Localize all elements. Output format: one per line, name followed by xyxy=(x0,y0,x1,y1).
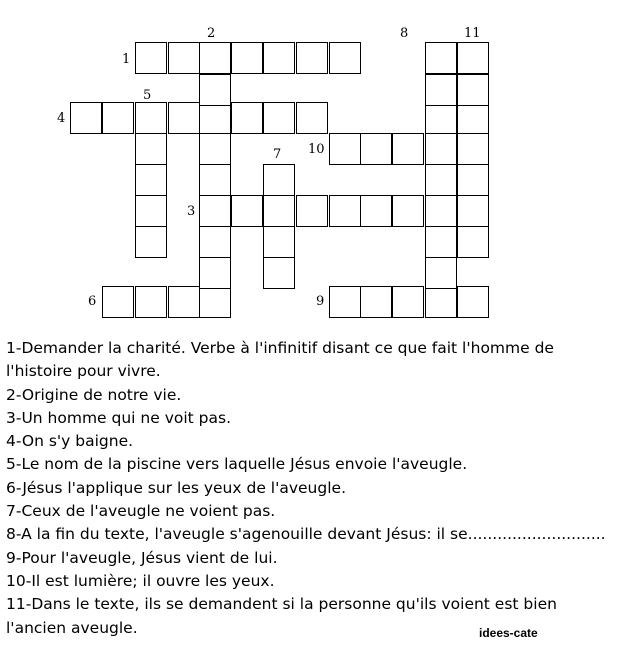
crossword-cell[interactable] xyxy=(135,42,167,74)
clue-11: 11-Dans le texte, ils se demandent si la personne qu'ils voient est bien l'ancien aveugle. xyxy=(6,595,557,637)
clue-number-11: 11 xyxy=(464,26,481,41)
crossword-cell[interactable] xyxy=(263,226,295,258)
crossword-cell[interactable] xyxy=(199,164,231,196)
crossword-cell[interactable] xyxy=(360,195,392,227)
crossword-cell[interactable] xyxy=(199,226,231,258)
clue-number-2: 2 xyxy=(207,26,216,41)
crossword-cell[interactable] xyxy=(425,257,457,289)
crossword-cell[interactable] xyxy=(263,195,295,227)
crossword-cell[interactable] xyxy=(425,74,457,106)
crossword-cell[interactable] xyxy=(135,195,167,227)
crossword-cell[interactable] xyxy=(392,133,424,165)
crossword-cell[interactable] xyxy=(199,42,231,74)
crossword-cell[interactable] xyxy=(425,133,457,165)
clue-number-1: 1 xyxy=(122,52,131,67)
crossword-cell[interactable] xyxy=(263,102,295,134)
clue-9: 9-Pour l'aveugle, Jésus vient de lui. xyxy=(6,548,278,567)
credit-label: idees-cate xyxy=(479,626,538,640)
crossword-cell[interactable] xyxy=(135,164,167,196)
crossword-cell[interactable] xyxy=(135,286,167,318)
crossword-cell[interactable] xyxy=(199,286,231,318)
crossword-cell[interactable] xyxy=(296,195,328,227)
crossword-cell[interactable] xyxy=(296,42,328,74)
crossword-cell[interactable] xyxy=(457,286,489,318)
clue-6: 6-Jésus l'applique sur les yeux de l'aveugle. xyxy=(6,478,346,497)
clue-2: 2-Origine de notre vie. xyxy=(6,385,182,404)
clue-3: 3-Un homme qui ne voit pas. xyxy=(6,408,232,427)
clue-5: 5-Le nom de la piscine vers laquelle Jésus envoie l'aveugle. xyxy=(6,455,468,474)
crossword-cell[interactable] xyxy=(70,102,102,134)
crossword-cell[interactable] xyxy=(231,195,263,227)
crossword-cell[interactable] xyxy=(329,195,361,227)
crossword-cell[interactable] xyxy=(168,42,200,74)
clue-number-9: 9 xyxy=(316,294,325,309)
clue-7: 7-Ceux de l'aveugle ne voient pas. xyxy=(6,502,276,521)
clue-number-10: 10 xyxy=(308,142,325,157)
crossword-cell[interactable] xyxy=(231,102,263,134)
crossword-cell[interactable] xyxy=(199,257,231,289)
crossword-cell[interactable] xyxy=(329,133,361,165)
clue-8: 8-A la fin du texte, l'aveugle s'agenouille devant Jésus: il se............................ xyxy=(6,525,606,544)
clue-number-8: 8 xyxy=(400,26,409,41)
crossword-cell[interactable] xyxy=(457,226,489,258)
crossword-cell[interactable] xyxy=(457,133,489,165)
crossword-cell[interactable] xyxy=(457,164,489,196)
crossword-cell[interactable] xyxy=(392,195,424,227)
crossword-cell[interactable] xyxy=(102,286,134,318)
crossword-cell[interactable] xyxy=(199,102,231,134)
crossword-cell[interactable] xyxy=(263,164,295,196)
crossword-cell[interactable] xyxy=(457,102,489,134)
crossword-cell[interactable] xyxy=(457,42,489,74)
crossword-cell[interactable] xyxy=(168,102,200,134)
crossword-cell[interactable] xyxy=(135,226,167,258)
clue-number-5: 5 xyxy=(143,88,152,103)
clue-number-6: 6 xyxy=(88,294,97,309)
clue-4: 4-On s'y baigne. xyxy=(6,432,134,451)
crossword-cell[interactable] xyxy=(263,257,295,289)
crossword-cell[interactable] xyxy=(425,164,457,196)
crossword-cell[interactable] xyxy=(392,286,424,318)
crossword-cell[interactable] xyxy=(360,133,392,165)
crossword-cell[interactable] xyxy=(199,133,231,165)
crossword-cell[interactable] xyxy=(199,74,231,106)
crossword-cell[interactable] xyxy=(168,286,200,318)
crossword-cell[interactable] xyxy=(296,102,328,134)
crossword-cell[interactable] xyxy=(425,195,457,227)
crossword-cell[interactable] xyxy=(425,42,457,74)
crossword-cell[interactable] xyxy=(135,133,167,165)
crossword-cell[interactable] xyxy=(135,102,167,134)
crossword-cell[interactable] xyxy=(457,74,489,106)
crossword-cell[interactable] xyxy=(425,102,457,134)
clue-10: 10-Il est lumière; il ouvre les yeux. xyxy=(6,571,275,590)
crossword-cell[interactable] xyxy=(231,42,263,74)
crossword-cell[interactable] xyxy=(360,286,392,318)
crossword-cell[interactable] xyxy=(329,42,361,74)
clue-number-4: 4 xyxy=(57,111,66,126)
clue-1: 1-Demander la charité. Verbe à l'infinitif disant ce que fait l'homme de l'histoire pour vivre. xyxy=(6,339,554,381)
crossword-cell[interactable] xyxy=(425,226,457,258)
crossword-cell[interactable] xyxy=(263,42,295,74)
crossword-cell[interactable] xyxy=(199,195,231,227)
crossword-cell[interactable] xyxy=(425,286,457,318)
crossword-cell[interactable] xyxy=(102,102,134,134)
clue-number-3: 3 xyxy=(187,204,196,219)
clue-number-7: 7 xyxy=(273,147,282,162)
crossword-cell[interactable] xyxy=(329,286,361,318)
crossword-cell[interactable] xyxy=(457,195,489,227)
clue-list xyxy=(6,337,616,640)
